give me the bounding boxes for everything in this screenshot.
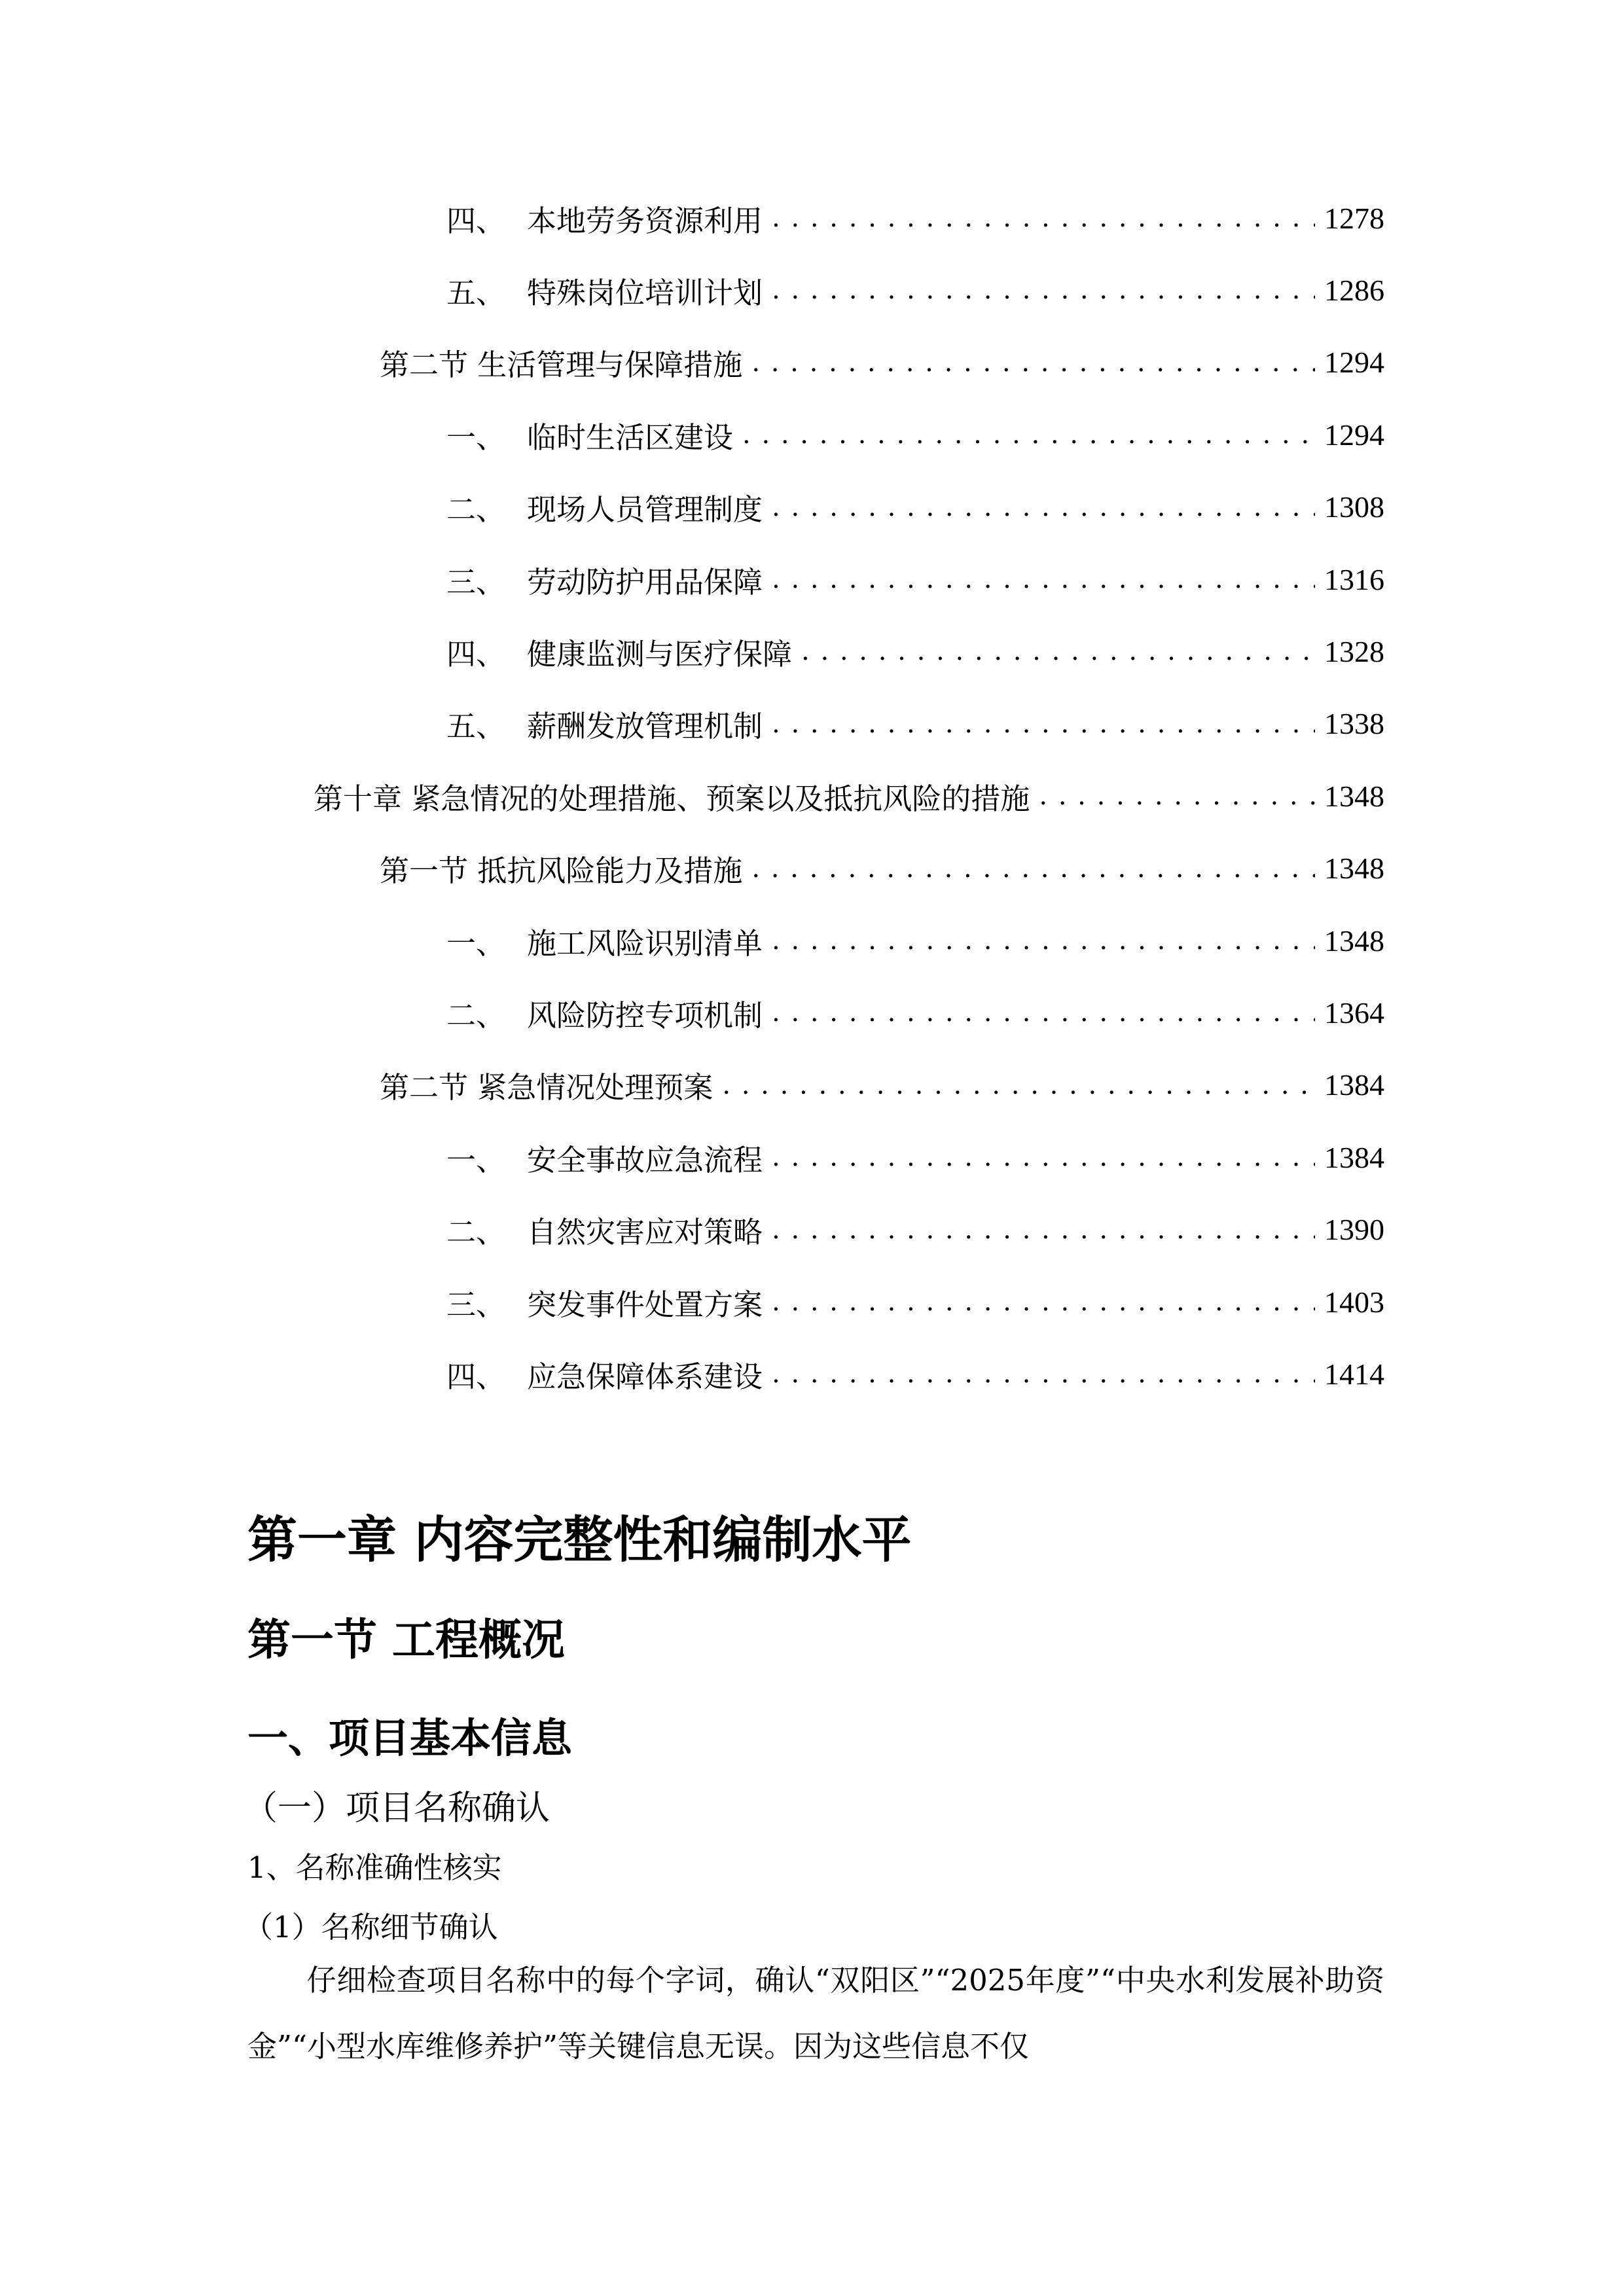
- toc-entry[interactable]: [446, 488, 1384, 527]
- toc-entry-title: 第十章 紧急情况的处理措施、预案以及抵抗风险的措施: [314, 781, 1030, 816]
- toc-entry-page: 1348: [1324, 779, 1384, 813]
- toc-entry-number: 二、: [446, 492, 506, 528]
- toc-entry-number: 五、: [446, 709, 506, 744]
- toc-entry-title: 安全事故应急流程: [527, 1142, 763, 1177]
- toc-entry-title: 现场人员管理制度: [527, 492, 763, 528]
- toc-entry-page: 1384: [1324, 1068, 1384, 1102]
- toc-dot-leader: [772, 275, 1315, 305]
- toc-entry-title: 临时生活区建设: [527, 420, 734, 455]
- toc-entry-title: 突发事件处置方案: [527, 1287, 763, 1322]
- toc-entry-title: 第二节 生活管理与保障措施: [380, 348, 743, 383]
- toc-entry[interactable]: [446, 1138, 1384, 1177]
- toc-entry-page: 1328: [1324, 634, 1384, 668]
- toc-entry[interactable]: [446, 415, 1384, 454]
- toc-entry-page: 1278: [1324, 201, 1384, 235]
- toc-entry-number: 五、: [446, 275, 506, 310]
- toc-entry[interactable]: [446, 632, 1384, 671]
- toc-entry-page: 1316: [1324, 562, 1384, 596]
- toc-entry-page: 1403: [1324, 1285, 1384, 1319]
- toc-entry-title: 特殊岗位培训计划: [527, 275, 763, 310]
- toc-dot-leader: [772, 925, 1315, 956]
- toc-entry-title: 第一节 抵抗风险能力及措施: [380, 853, 743, 889]
- toc-dot-leader: [751, 348, 1315, 378]
- toc-entry[interactable]: [446, 704, 1384, 744]
- toc-entry-title: 薪酬发放管理机制: [527, 709, 763, 744]
- toc-entry[interactable]: [314, 776, 1384, 816]
- toc-entry-title: 第二节 紧急情况处理预案: [380, 1070, 713, 1105]
- section-heading: 第一节 工程概况: [247, 1615, 565, 1665]
- item-heading: （一）项目名称确认: [244, 1789, 550, 1828]
- toc-entry-page: 1294: [1324, 346, 1384, 380]
- toc-entry-page: 1384: [1324, 1140, 1384, 1174]
- toc-entry-title: 风险防控专项机制: [527, 997, 763, 1033]
- paragraph-text: 仔细检查项目名称中的每个字词，确认“双阳区”“2025年度”“中央水利发展补助资金”“小型水库维修养护”等关键信息无误。因为这些信息不仅: [247, 1963, 1384, 2064]
- toc-entry-number: 二、: [446, 1215, 506, 1250]
- chapter-heading: 第一章 内容完整性和编制水平: [247, 1511, 912, 1569]
- toc-entry[interactable]: [446, 1210, 1384, 1249]
- toc-entry[interactable]: [380, 849, 1384, 888]
- toc-entry-page: 1294: [1324, 418, 1384, 452]
- point-heading: （1）名称细节确认: [244, 1910, 498, 1945]
- toc-entry-number: 一、: [446, 1142, 506, 1177]
- toc-dot-leader: [772, 1359, 1315, 1389]
- toc-entry[interactable]: [380, 343, 1384, 382]
- toc-entry-number: 四、: [446, 636, 506, 672]
- subitem-heading: 1、名称准确性核实: [247, 1850, 502, 1885]
- toc-entry[interactable]: [446, 921, 1384, 960]
- toc-entry[interactable]: [446, 270, 1384, 310]
- toc-entry-title: 应急保障体系建设: [527, 1359, 763, 1394]
- toc-dot-leader: [1039, 781, 1315, 811]
- toc-entry[interactable]: [446, 198, 1384, 238]
- toc-entry-title: 劳动防护用品保障: [527, 564, 763, 600]
- toc-dot-leader: [772, 1215, 1315, 1245]
- toc-entry-title: 施工风险识别清单: [527, 925, 763, 961]
- toc-entry-number: 二、: [446, 997, 506, 1033]
- toc-entry-number: 一、: [446, 420, 506, 455]
- toc-entry-page: 1364: [1324, 996, 1384, 1030]
- toc-entry-title: 健康监测与医疗保障: [527, 636, 793, 672]
- toc-dot-leader: [751, 853, 1315, 884]
- toc-dot-leader: [772, 997, 1315, 1028]
- toc-entry-page: 1390: [1324, 1213, 1384, 1247]
- toc-entry-page: 1338: [1324, 707, 1384, 741]
- toc-dot-leader: [801, 636, 1315, 666]
- toc-dot-leader: [772, 203, 1315, 233]
- toc-entry[interactable]: [446, 560, 1384, 599]
- toc-dot-leader: [742, 420, 1315, 450]
- toc-dot-leader: [722, 1070, 1315, 1100]
- toc-dot-leader: [772, 709, 1315, 739]
- toc-entry[interactable]: [446, 1282, 1384, 1321]
- toc-dot-leader: [772, 564, 1315, 594]
- toc-entry[interactable]: [380, 1066, 1384, 1105]
- toc-dot-leader: [772, 1142, 1315, 1172]
- toc-entry-number: 三、: [446, 564, 506, 600]
- toc-entry-title: 自然灾害应对策略: [527, 1215, 763, 1250]
- toc-dot-leader: [772, 492, 1315, 522]
- toc-entry-title: 本地劳务资源利用: [527, 203, 763, 238]
- toc-entry-number: 一、: [446, 925, 506, 961]
- toc-entry-number: 四、: [446, 1359, 506, 1394]
- toc-entry-page: 1348: [1324, 852, 1384, 886]
- toc-entry-number: 四、: [446, 203, 506, 238]
- toc-entry[interactable]: [446, 993, 1384, 1032]
- toc-entry-page: 1348: [1324, 924, 1384, 958]
- toc-entry-page: 1286: [1324, 273, 1384, 307]
- body-paragraph: [247, 1947, 1384, 2079]
- toc-entry[interactable]: [446, 1354, 1384, 1393]
- toc-entry-page: 1414: [1324, 1357, 1384, 1391]
- toc-entry-number: 三、: [446, 1287, 506, 1322]
- toc-entry-page: 1308: [1324, 490, 1384, 524]
- toc-dot-leader: [772, 1287, 1315, 1317]
- subsection-heading: 一、项目基本信息: [247, 1714, 573, 1762]
